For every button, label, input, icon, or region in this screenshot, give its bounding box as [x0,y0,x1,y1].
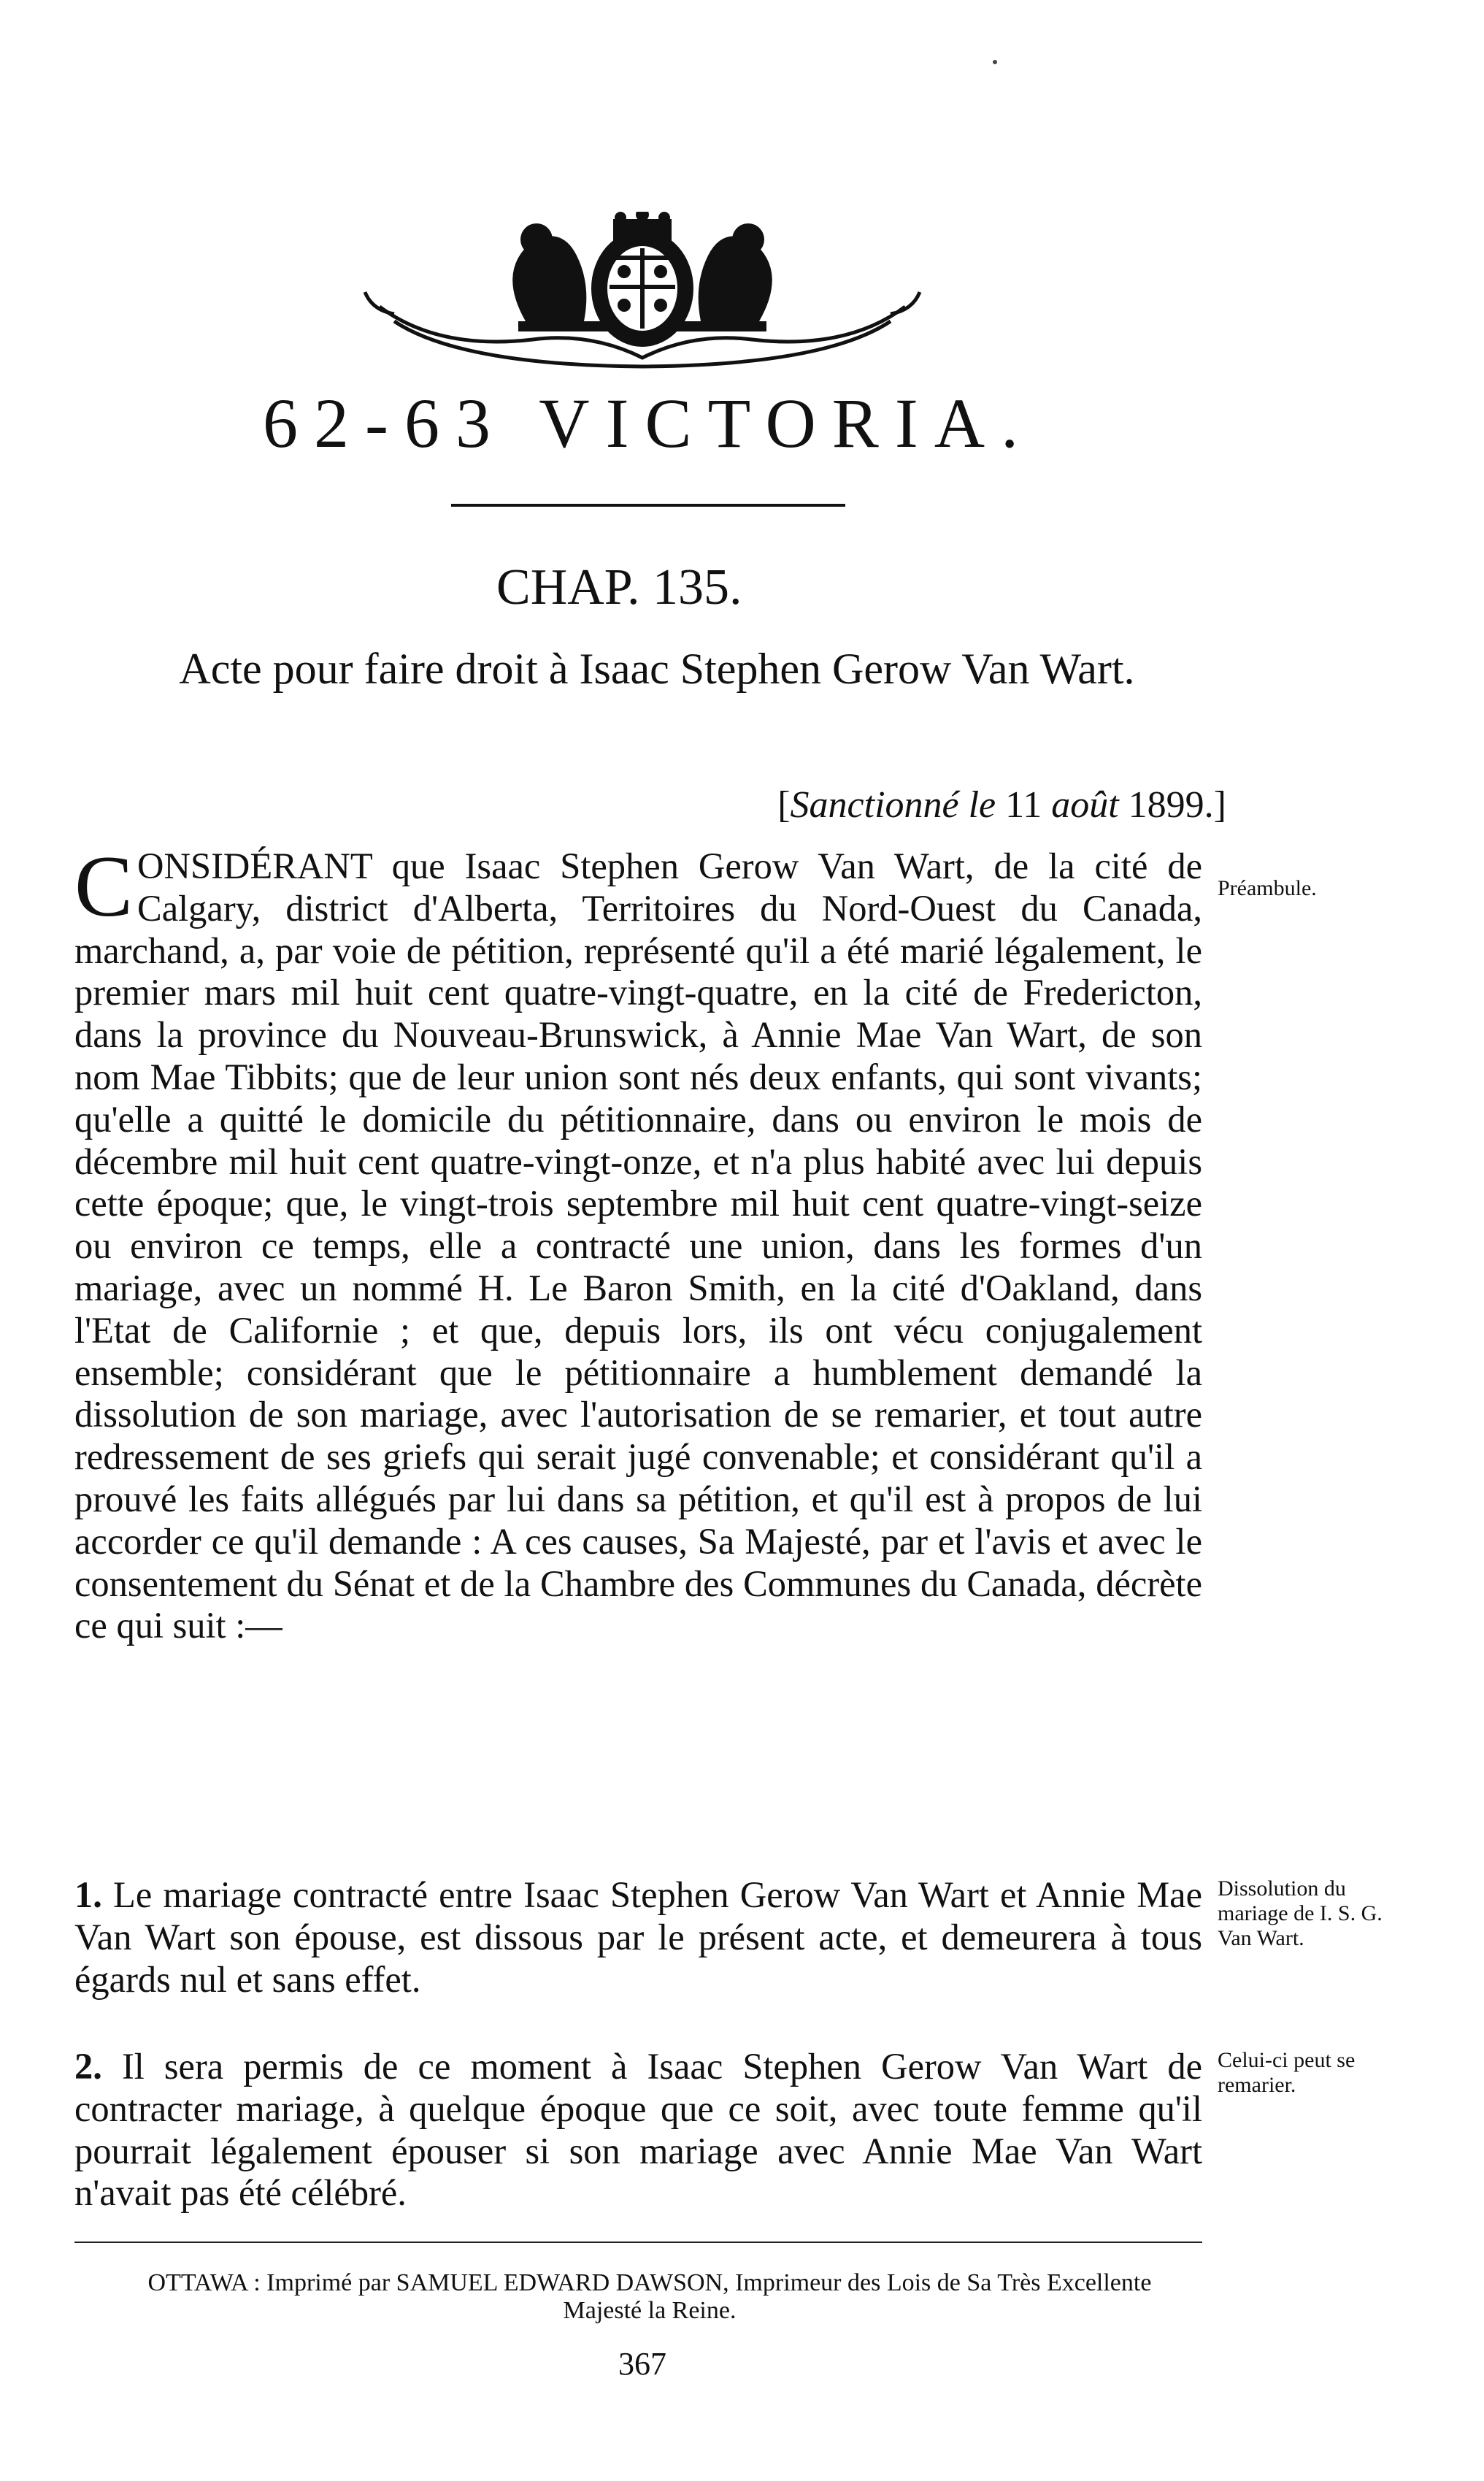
sanction-year: 1899. [1128,784,1214,826]
heading-rule [451,504,845,507]
sanction-label: Sanctionné le [790,784,996,826]
page-number: 367 [618,2346,666,2382]
speck-mark [993,60,997,64]
royal-coat-of-arms-icon [350,212,934,380]
section-1 [74,1874,1202,2001]
section-text: Il sera permis de ce moment à Isaac Stephen Gerow Van Wart de contracter mariage, à quelque époque que ce soit, avec toute femme qu'il pourrait légalement épouser si son mariage avec Annie Mae Van Wart n'avait pas été célébré. [74,2046,1203,2214]
section-number: 1. [74,1874,102,1915]
section-number: 2. [74,2046,102,2087]
printer-imprint: OTTAWA : Imprimé par SAMUEL EDWARD DAWSON, Imprimeur des Lois de Sa Très Excellente Majesté la Reine. [147,2269,1152,2324]
section-2 [74,2046,1202,2215]
regnal-year-heading: 62-63 VICTORIA. [263,384,1035,462]
drop-cap: C [74,837,134,935]
marginal-note-remarry: Celui-ci peut se remarier. [1218,2048,1356,2097]
marginal-note-preamble: Préambule. [1218,876,1317,900]
act-title: Acte pour faire droit à Isaac Stephen Gerow Van Wart. [179,645,1135,693]
section-text: Le mariage contracté entre Isaac Stephen Gerow Van Wart et Annie Mae Van Wart son épouse, est dissous par le présent acte, et demeurera à tous égards nul et sans effet. [74,1874,1202,2000]
sanction-month: août [1051,784,1119,826]
marginal-note-dissolution: Dissolution du mariage de I. S. G. Van Wart. [1218,1876,1383,1950]
sanction-day: 11 [1005,784,1042,826]
footer-rule [74,2242,1202,2243]
preamble-text: ONSIDÉRANT que Isaac Stephen Gerow Van Wart, de la cité de Calgary, district d'Alberta, Territoires du Nord-Ouest du Canada, marchand, a, par voie de pétition, représenté qu'il a été marié légalement, le premier mars mil huit cent quatre-vingt-quatre, en la cité de Fredericton, dans la province du Nouveau-Brunswick, à Annie Mae Van Wart, de son nom Mae Tibbits; que de leur union sont nés deux enfants, qui sont vivants; qu'elle a quitté le domicile du pétitionnaire, dans ou environ le mois de décembre mil huit cent quatre-vingt-onze, et n'a plus habité avec lui depuis cette époque; que, le vingt-trois septembre mil huit cent quatre-vingt-seize ou environ ce temps, elle a contracté une union, dans les formes d'un mariage, avec un nommé H. Le Baron Smith, en la cité d'Oakland, dans l'Etat de Californie ; et que, depuis lors, ils ont vécu conjugalement ensemble; considérant que le pétitionnaire a humblement demandé la dissolution de son mariage, avec l'autorisation de se remarier, et tout autre redressement de ses griefs qui serait jugé convenable; et considérant qu'il a prouvé les faits allégués par lui dans sa pétition, et qu'il est à propos de lui accorder ce qu'il demande : A ces causes, Sa Majesté, par et l'avis et avec le consentement du Sénat et de la Chambre des Communes du Canada, décrète ce qui suit :— [74,845,1202,1646]
chapter-number: CHAP. 135. [496,559,742,616]
sanction-date: [Sanctionné le 11 août 1899.] [777,784,1226,826]
preamble-paragraph [74,837,1202,1647]
